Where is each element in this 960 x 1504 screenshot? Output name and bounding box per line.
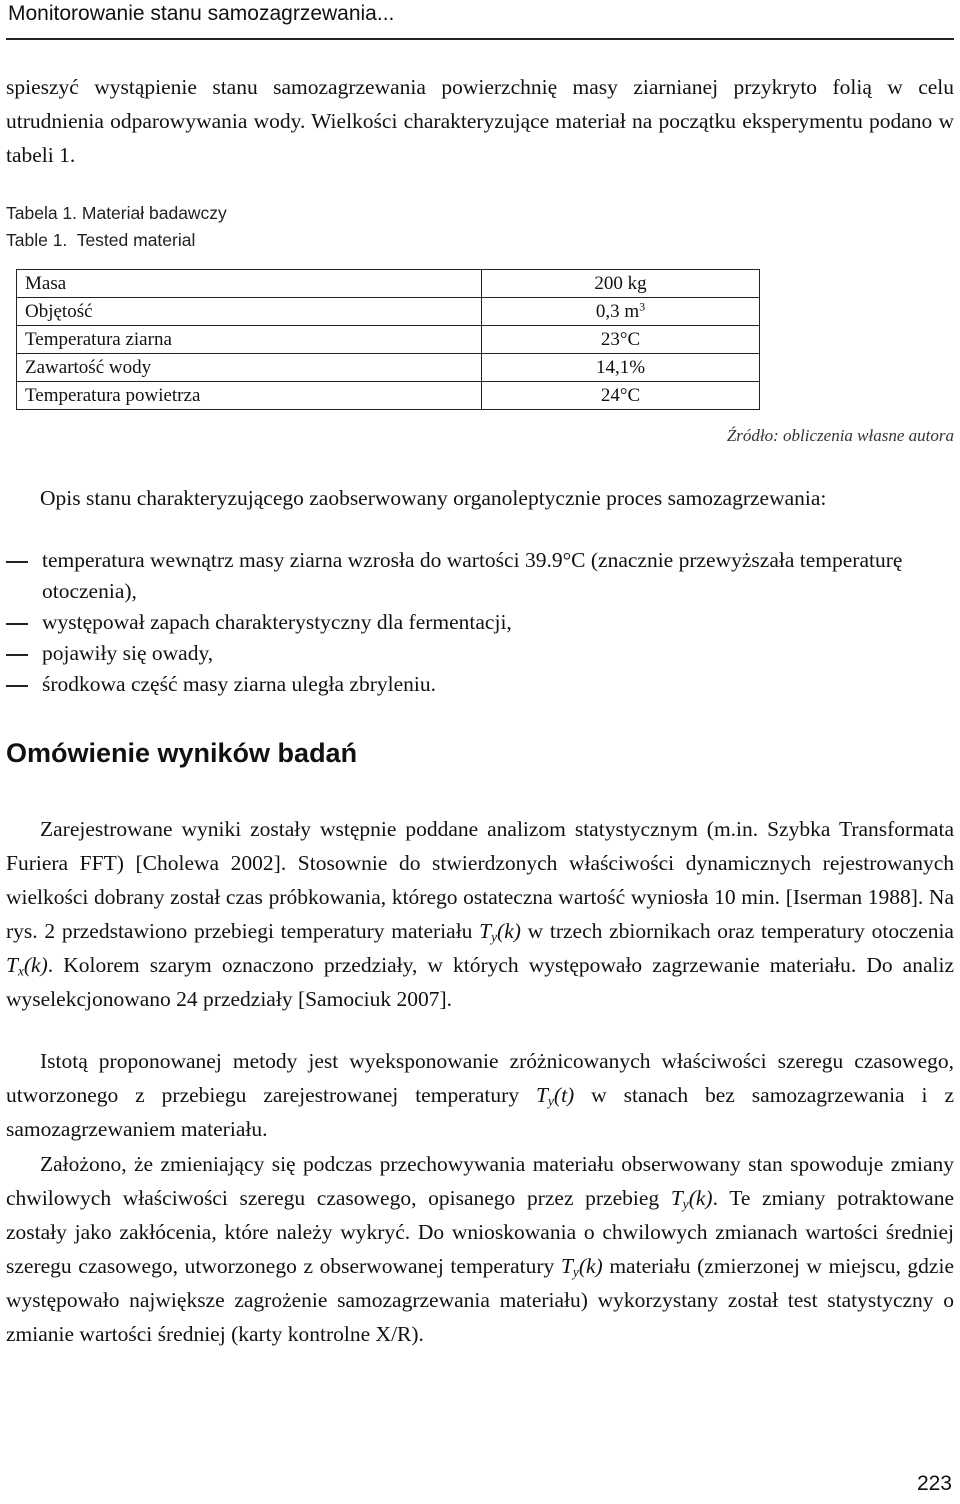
symbol-subscript: y <box>547 1093 554 1109</box>
symbol-letter: T <box>560 1254 573 1278</box>
table-caption-pl: Tabela 1. Materiał badawczy <box>6 203 227 223</box>
symbol-subscript: y <box>572 1264 579 1280</box>
table-source-note: Źródło: obliczenia własne autora <box>726 426 954 445</box>
symbol-argument: (k) <box>578 1254 603 1278</box>
symbol-Ty <box>479 919 521 943</box>
symbol-subscript: y <box>491 929 498 945</box>
symbol-subscript: y <box>682 1196 689 1212</box>
table-row <box>17 298 760 326</box>
table-cell-label: Zawartość wody <box>17 354 482 382</box>
symbol-Ty <box>671 1186 713 1210</box>
symbol-argument: (k) <box>497 919 521 943</box>
symbol-letter: T <box>479 919 492 943</box>
symbol-Tx <box>6 953 48 977</box>
description-intro-text: Opis stanu charakteryzującego zaobserwowany organoleptycznie proces samozagrzewania: <box>40 486 827 510</box>
symbol-subscript: x <box>17 963 24 979</box>
symbol-letter: T <box>6 953 18 977</box>
description-intro <box>6 481 954 515</box>
table-row <box>17 382 760 410</box>
results-paragraph-2 <box>6 1044 954 1146</box>
list-item-text: występował zapach charakterystyczny dla fermentacji, <box>42 610 512 634</box>
intro-paragraph: spieszyć wystąpienie stanu samozagrzewania powierzchnię masy ziarnianej przykryto folią w celu utrudnienia odparowywania wody. Wielkości charakteryzujące materiał na początku eksperymentu podano w tabeli 1. <box>6 75 954 167</box>
dash-bullet <box>6 561 28 563</box>
symbol-argument: (t) <box>553 1083 575 1107</box>
table-cell-value: 24°C <box>482 382 760 410</box>
section-title: Omówienie wyników badań <box>6 738 358 768</box>
list-item-text: pojawiły się owady, <box>42 641 214 665</box>
paragraph-text: . Kolorem szarym oznaczono przedziały, w których występowało zagrzewanie materiału. Do analiz wyselekcjonowano 24 przedziały [Samociuk 2007]. <box>6 953 954 1011</box>
list-item <box>6 638 954 669</box>
table-cell-value <box>482 298 760 326</box>
symbol-letter: T <box>670 1186 683 1210</box>
volume-exponent: 3 <box>639 300 646 314</box>
table-cell-value: 14,1% <box>482 354 760 382</box>
paragraph-text: Założono, że zmieniający się podczas przechowywania materiału obserwowany stan spowoduje zmiany chwilowych właściwości szeregu czasowego, opisanego przez przebieg <box>6 1152 954 1210</box>
table-cell-label: Temperatura powietrza <box>17 382 482 410</box>
symbol-argument: (k) <box>688 1186 713 1210</box>
paragraph-text: materiału (zmierzonej w miejscu, gdzie występowało największe zagrożenie samozagrzewania materiału) wykorzystany został test statystyczny o zmianie wartości średniej (karty kontrolne X/R). <box>6 1254 954 1346</box>
list-item <box>6 607 954 638</box>
dash-bullet <box>6 685 28 687</box>
table-cell-label: Temperatura ziarna <box>17 326 482 354</box>
symbol-argument: (k) <box>23 953 48 977</box>
page-number: 223 <box>916 1472 952 1495</box>
list-item <box>6 669 954 700</box>
table-cell-label: Masa <box>17 270 482 298</box>
table-row <box>17 270 760 298</box>
table-row <box>17 326 760 354</box>
list-item-text: temperatura wewnątrz masy ziarna wzrosła do wartości 39.9°C (znacznie przewyższała temperaturę otoczenia), <box>42 548 903 603</box>
dash-bullet <box>6 623 28 625</box>
results-paragraph-1 <box>6 812 954 1016</box>
symbol-letter: T <box>536 1083 548 1107</box>
paragraph-text: Istotą proponowanej metody jest wyeksponowanie zróżnicowanych właściwości szeregu czasowego, utworzonego z przebiegu zarejestrowanej temperatury <box>6 1049 954 1107</box>
paragraph-text: . Te zmiany potraktowane zostały jako zakłócenia, które należy wykryć. Do wnioskowania o chwilowych zmianach wartości średniej szeregu czasowego, utworzonego z obserwowanej temperatury <box>6 1186 954 1278</box>
volume-value: 0,3 m <box>595 301 640 322</box>
paragraph-text: Zarejestrowane wyniki zostały wstępnie poddane analizom statystycznym (m.in. Szybka Transformata Furiera FFT) [Cholewa 2002]. Stosownie do stwierdzonych właściwości dynamicznych rejestrowanych wielkości dobrany został czas próbkowania, którego ostateczna wartość wyniosła 10 min. [Iserman 1988]. Na rys. 2 przedstawiono przebiegi temperatury materiału <box>6 817 954 943</box>
list-item-text: środkowa część masy ziarna uległa zbryleniu. <box>42 672 437 696</box>
table-cell-value: 200 kg <box>482 270 760 298</box>
symbol-Ty <box>561 1254 603 1278</box>
running-title: Monitorowanie stanu samozagrzewania... <box>8 2 395 25</box>
observation-list <box>6 545 954 700</box>
header-rule <box>6 38 954 40</box>
table-cell-label: Objętość <box>17 298 482 326</box>
symbol-Ty <box>536 1083 574 1107</box>
table-cell-value: 23°C <box>482 326 760 354</box>
dash-bullet <box>6 654 28 656</box>
paragraph-text: w stanach bez samozagrzewania i z samozagrzewaniem materiału. <box>6 1083 954 1141</box>
table-caption-en: Table 1. Tested material <box>6 230 196 250</box>
results-paragraph-3 <box>6 1147 954 1351</box>
list-item <box>6 545 954 607</box>
table-row <box>17 354 760 382</box>
paragraph-text: w trzech zbiornikach oraz temperatury otoczenia <box>520 919 954 943</box>
material-table <box>16 269 760 410</box>
